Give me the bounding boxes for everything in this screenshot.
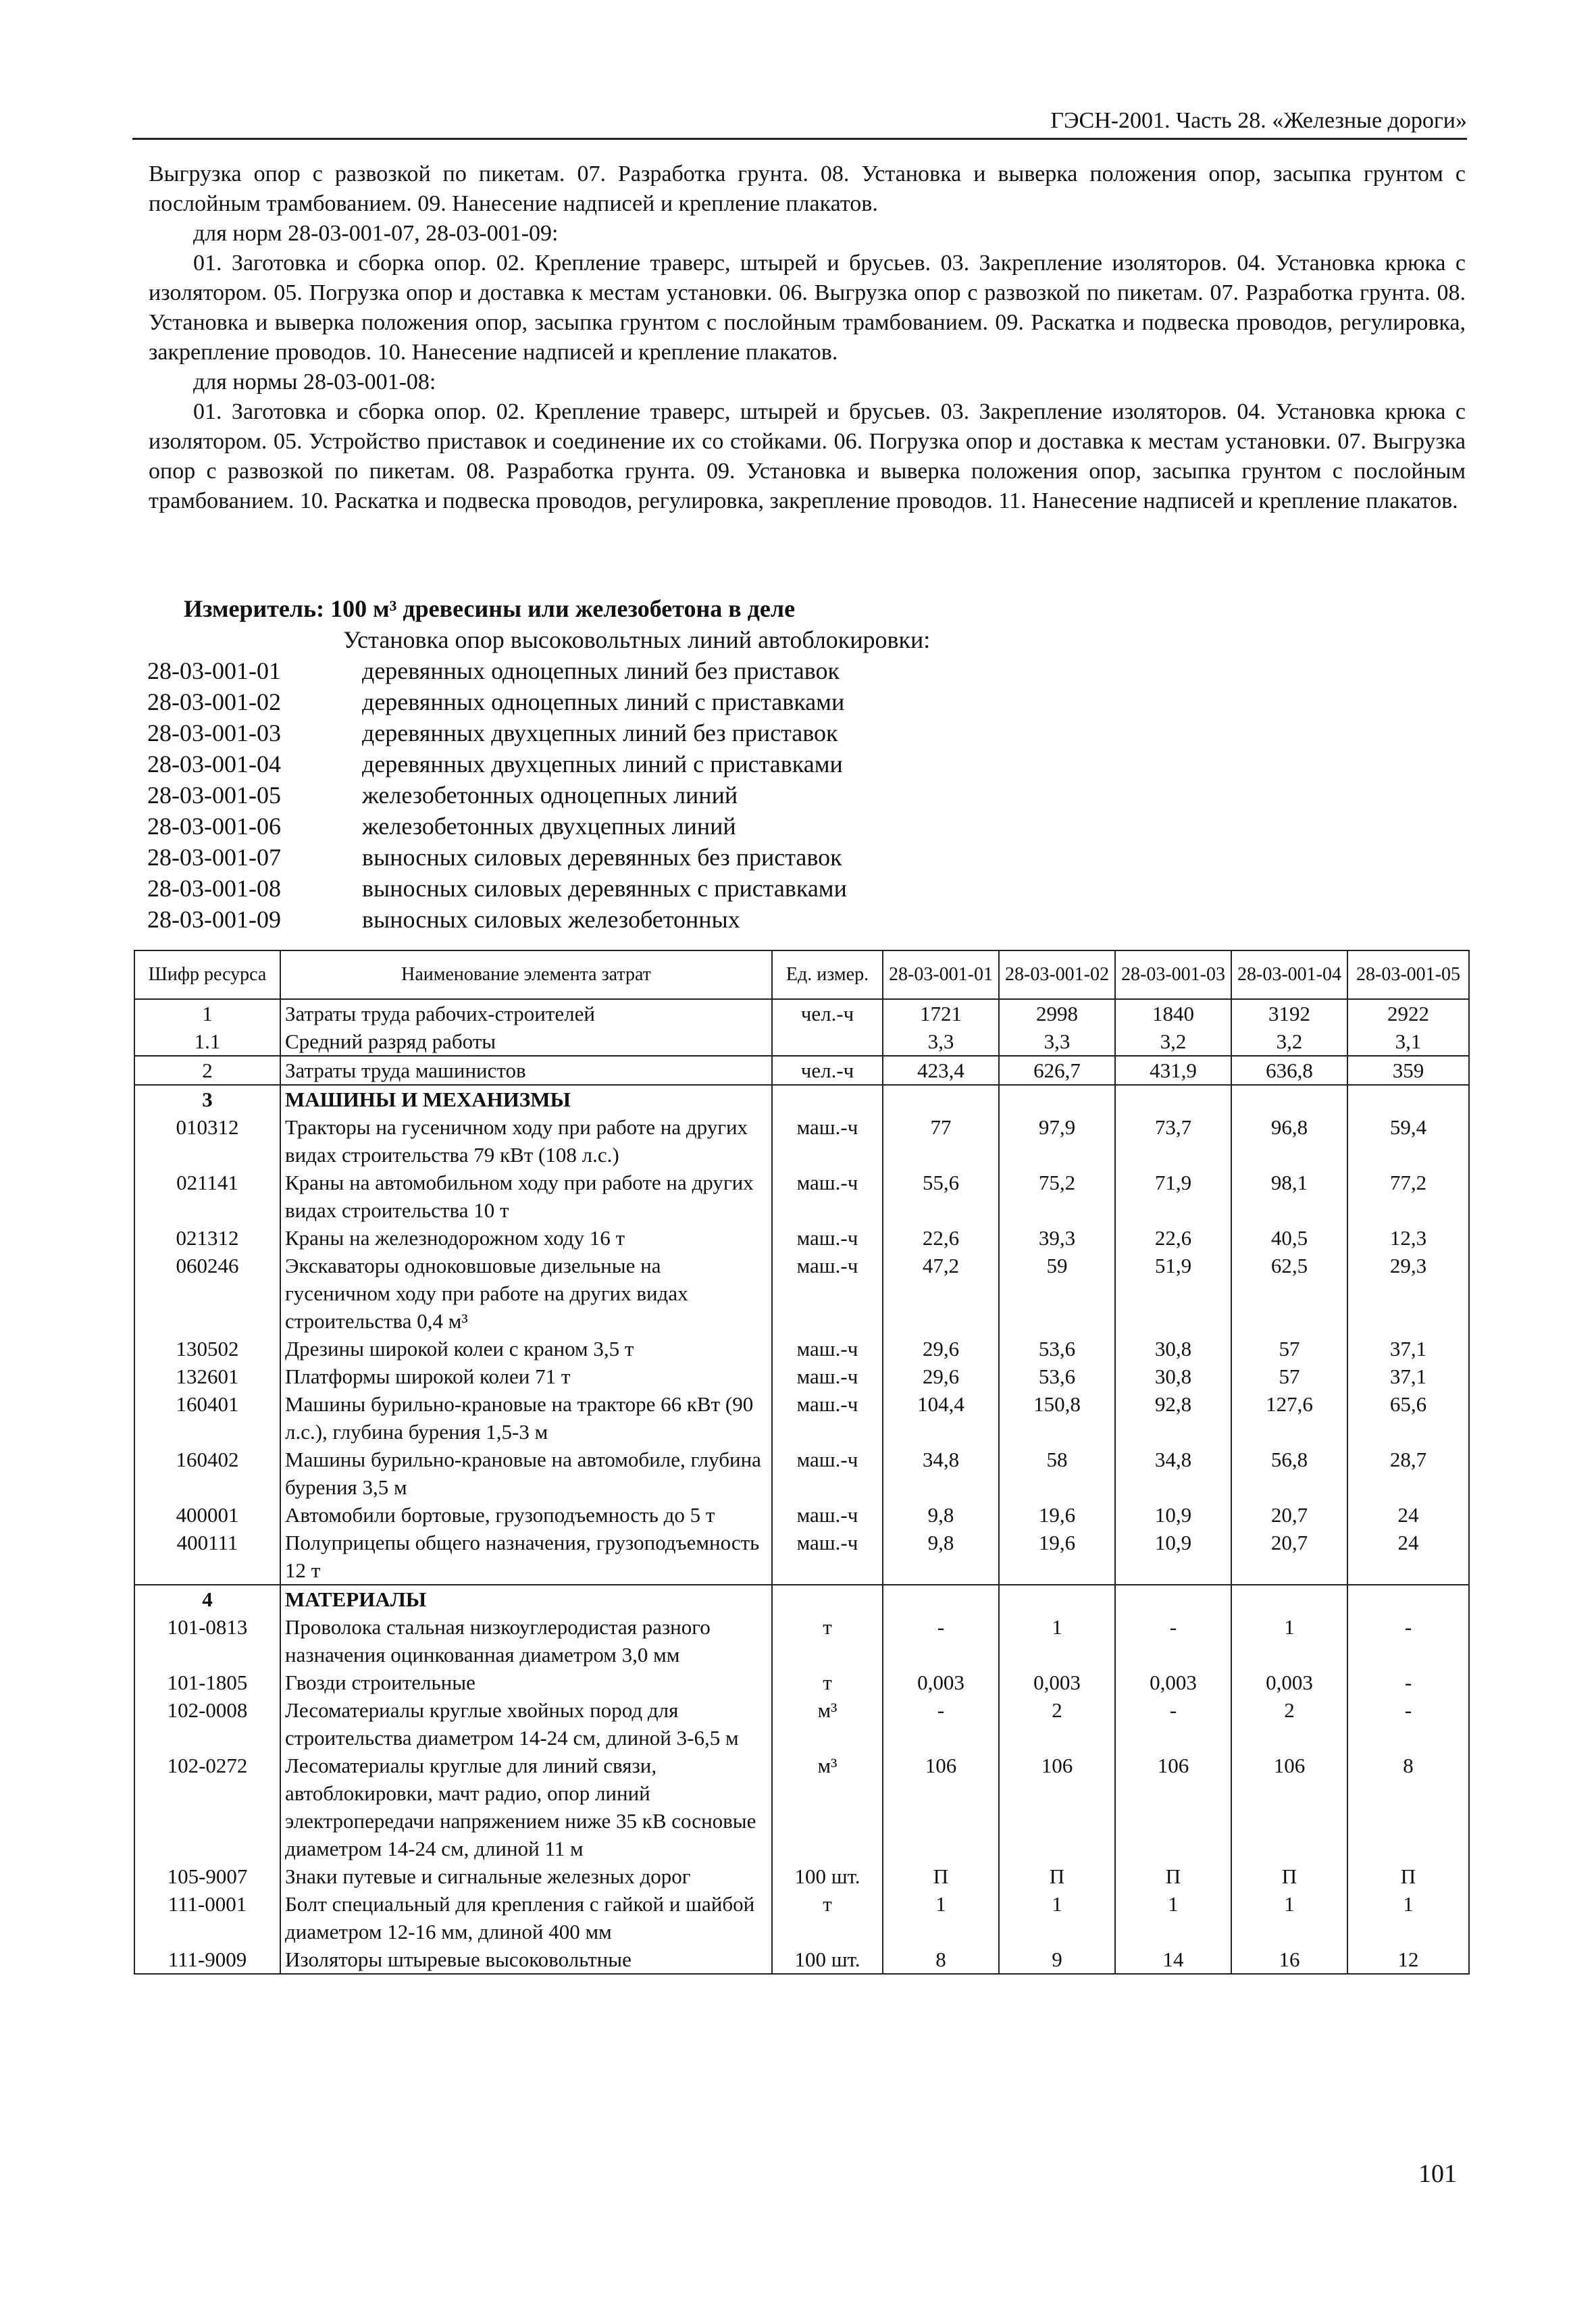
header-cell: Шифр ресурса <box>134 950 280 999</box>
table-row <box>134 1113 1469 1169</box>
resource-value: 97,9 <box>999 1113 1115 1169</box>
resource-value: - <box>1115 1696 1231 1752</box>
resource-value: 9 <box>999 1946 1115 1974</box>
norm-name: железобетонных двухцепных линий <box>362 813 736 840</box>
resource-value: 96,8 <box>1231 1113 1347 1169</box>
resource-value: 106 <box>999 1752 1115 1862</box>
measure-unit: Измеритель: 100 м³ древесины или железобетона в деле <box>184 595 796 622</box>
resource-value: 51,9 <box>1115 1252 1231 1335</box>
resource-name: Дрезины широкой колеи с краном 3,5 т <box>280 1335 772 1363</box>
resource-name: Машины бурильно-крановые на тракторе 66 кВт (90 л.с.), глубина бурения 1,5-3 м <box>280 1390 772 1446</box>
resource-value: 40,5 <box>1231 1224 1347 1252</box>
resource-value: 71,9 <box>1115 1169 1231 1224</box>
resource-value: П <box>1347 1862 1469 1890</box>
resource-value: 77 <box>883 1113 999 1169</box>
table-row <box>134 1224 1469 1252</box>
resource-code: 1 <box>134 999 280 1027</box>
intro-paragraph: 01. Заготовка и сборка опор. 02. Крепление траверс, штырей и брусьев. 03. Закрепление изоляторов. 04. Установка крюка с изолятором. 05. Погрузка опор и доставка к местам установки. 06. Выгрузка опор с развозкой по пикетам. 07. Разработка грунта. 08. Установка и выверка положения опор, засыпка грунтом с послойным трамбованием. 09. Раскатка и подвеска проводов, регулировка, закрепление проводов. 10. Нанесение надписей и крепление плакатов. <box>149 251 1466 365</box>
resource-value: 30,8 <box>1115 1335 1231 1363</box>
resource-name: Затраты труда машинистов <box>280 1056 772 1085</box>
resource-value <box>1347 1585 1469 1613</box>
resource-name: Средний разряд работы <box>280 1027 772 1056</box>
resource-value: 39,3 <box>999 1224 1115 1252</box>
resource-value: 57 <box>1231 1335 1347 1363</box>
resource-value: 57 <box>1231 1363 1347 1390</box>
resource-table <box>134 950 1470 1975</box>
resource-unit: маш.-ч <box>772 1252 883 1335</box>
resource-name: Автомобили бортовые, грузоподъемность до 5 т <box>280 1501 772 1529</box>
norm-code: 28-03-001-05 <box>147 782 281 809</box>
resource-value: 65,6 <box>1347 1390 1469 1446</box>
resource-code: 4 <box>134 1585 280 1613</box>
header-cell: 28-03-001-03 <box>1115 950 1231 999</box>
resource-value: 1721 <box>883 999 999 1027</box>
norm-code: 28-03-001-09 <box>147 906 281 933</box>
norm-name: деревянных двухцепных линий с приставками <box>362 751 843 778</box>
resource-value: 0,003 <box>1115 1669 1231 1696</box>
resource-value: 98,1 <box>1231 1169 1347 1224</box>
resource-value: 29,3 <box>1347 1252 1469 1335</box>
norm-item <box>147 873 847 904</box>
resource-unit: маш.-ч <box>772 1501 883 1529</box>
resource-name: Краны на железнодорожном ходу 16 т <box>280 1224 772 1252</box>
resource-value: 3,3 <box>883 1027 999 1056</box>
resource-value: 626,7 <box>999 1056 1115 1085</box>
resource-value: 92,8 <box>1115 1390 1231 1446</box>
resource-value <box>1231 1585 1347 1613</box>
resource-value: 56,8 <box>1231 1446 1347 1501</box>
resource-value <box>1115 1085 1231 1113</box>
resource-unit <box>772 1585 883 1613</box>
resource-value: 12 <box>1347 1946 1469 1974</box>
resource-value: 150,8 <box>999 1390 1115 1446</box>
resource-unit: 100 шт. <box>772 1946 883 1974</box>
resource-unit: маш.-ч <box>772 1335 883 1363</box>
resource-code: 021312 <box>134 1224 280 1252</box>
resource-value: 9,8 <box>883 1501 999 1529</box>
norm-code: 28-03-001-04 <box>147 751 281 778</box>
resource-value: 2 <box>999 1696 1115 1752</box>
resource-unit: чел.-ч <box>772 999 883 1027</box>
table-row <box>134 1085 1469 1113</box>
resource-value: П <box>1115 1862 1231 1890</box>
resource-value: 37,1 <box>1347 1335 1469 1363</box>
resource-value: 75,2 <box>999 1169 1115 1224</box>
resource-value: 77,2 <box>1347 1169 1469 1224</box>
norm-code: 28-03-001-08 <box>147 875 281 902</box>
resource-value: 20,7 <box>1231 1501 1347 1529</box>
header-cell: 28-03-001-02 <box>999 950 1115 999</box>
resource-value: 47,2 <box>883 1252 999 1335</box>
resource-value: 29,6 <box>883 1335 999 1363</box>
resource-code: 132601 <box>134 1363 280 1390</box>
resource-value: 16 <box>1231 1946 1347 1974</box>
resource-value <box>999 1585 1115 1613</box>
resource-value: 19,6 <box>999 1501 1115 1529</box>
resource-value: 59 <box>999 1252 1115 1335</box>
resource-name: Болт специальный для крепления с гайкой и шайбой диаметром 12-16 мм, длиной 400 мм <box>280 1890 772 1946</box>
resource-code: 010312 <box>134 1113 280 1169</box>
resource-code: 111-0001 <box>134 1890 280 1946</box>
norm-name: выносных силовых деревянных с приставками <box>362 875 847 902</box>
header-cell: Ед. измер. <box>772 950 883 999</box>
resource-code: 400001 <box>134 1501 280 1529</box>
intro-text <box>149 159 1466 516</box>
resource-value: 106 <box>1115 1752 1231 1862</box>
resource-value: 1840 <box>1115 999 1231 1027</box>
norm-code: 28-03-001-02 <box>147 688 281 715</box>
norm-name: выносных силовых железобетонных <box>362 906 740 933</box>
resource-value: 636,8 <box>1231 1056 1347 1085</box>
table-row <box>134 999 1469 1027</box>
resource-code: 102-0272 <box>134 1752 280 1862</box>
resource-value: - <box>883 1696 999 1752</box>
resource-value: 1 <box>1231 1613 1347 1669</box>
resource-value: - <box>1347 1696 1469 1752</box>
table-row <box>134 1501 1469 1529</box>
resource-value: 127,6 <box>1231 1390 1347 1446</box>
resource-value <box>1115 1585 1231 1613</box>
resource-value: 1 <box>999 1890 1115 1946</box>
table-row <box>134 1056 1469 1085</box>
resource-name: Тракторы на гусеничном ходу при работе на других видах строительства 79 кВт (108 л.с.) <box>280 1113 772 1169</box>
table-row <box>134 1890 1469 1946</box>
table-row <box>134 1669 1469 1696</box>
resource-unit <box>772 1085 883 1113</box>
table-row <box>134 1335 1469 1363</box>
resource-unit: маш.-ч <box>772 1224 883 1252</box>
resource-code: 105-9007 <box>134 1862 280 1890</box>
norm-code: 28-03-001-01 <box>147 657 281 684</box>
resource-code: 130502 <box>134 1335 280 1363</box>
norm-code: 28-03-001-07 <box>147 844 281 871</box>
resource-unit: т <box>772 1613 883 1669</box>
table-row <box>134 1027 1469 1056</box>
intro-paragraph: для норм 28-03-001-07, 28-03-001-09: <box>193 221 559 246</box>
resource-value: 8 <box>1347 1752 1469 1862</box>
resource-value: 431,9 <box>1115 1056 1231 1085</box>
resource-value <box>1231 1085 1347 1113</box>
resource-value: 9,8 <box>883 1529 999 1585</box>
resource-value: 29,6 <box>883 1363 999 1390</box>
resource-code: 102-0008 <box>134 1696 280 1752</box>
resource-value: - <box>1347 1669 1469 1696</box>
resource-value: - <box>883 1613 999 1669</box>
page-number: 101 <box>1418 2160 1457 2188</box>
resource-name: МАТЕРИАЛЫ <box>280 1585 772 1613</box>
norm-item <box>147 748 847 780</box>
table-row <box>134 1169 1469 1224</box>
resource-value: 59,4 <box>1347 1113 1469 1169</box>
resource-value: 28,7 <box>1347 1446 1469 1501</box>
resource-unit: т <box>772 1890 883 1946</box>
norm-item <box>147 717 847 748</box>
resource-value: 0,003 <box>883 1669 999 1696</box>
resource-value: 0,003 <box>1231 1669 1347 1696</box>
resource-unit: 100 шт. <box>772 1862 883 1890</box>
resource-value: П <box>883 1862 999 1890</box>
resource-name: Полуприцепы общего назначения, грузоподъемность 12 т <box>280 1529 772 1585</box>
resource-unit: м³ <box>772 1752 883 1862</box>
norm-item <box>147 811 847 842</box>
resource-unit: маш.-ч <box>772 1169 883 1224</box>
resource-value: 104,4 <box>883 1390 999 1446</box>
resource-code: 1.1 <box>134 1027 280 1056</box>
resource-value: 20,7 <box>1231 1529 1347 1585</box>
resource-name: МАШИНЫ И МЕХАНИЗМЫ <box>280 1085 772 1113</box>
resource-value: 53,6 <box>999 1363 1115 1390</box>
resource-value: 3,3 <box>999 1027 1115 1056</box>
resource-value <box>1347 1085 1469 1113</box>
resource-value: 73,7 <box>1115 1113 1231 1169</box>
resource-value: - <box>1115 1613 1231 1669</box>
norm-name: деревянных одноцепных линий без приставок <box>362 657 840 684</box>
resource-unit: чел.-ч <box>772 1056 883 1085</box>
resource-value <box>883 1085 999 1113</box>
resource-name: Лесоматериалы круглые хвойных пород для строительства диаметром 14-24 см, длиной 3-6,5 м <box>280 1696 772 1752</box>
resource-value: 34,8 <box>883 1446 999 1501</box>
resource-value: 1 <box>1231 1890 1347 1946</box>
resource-name: Изоляторы штыревые высоковольтные <box>280 1946 772 1974</box>
norm-item <box>147 780 847 811</box>
resource-value: 24 <box>1347 1529 1469 1585</box>
resource-unit: маш.-ч <box>772 1363 883 1390</box>
resource-value: 37,1 <box>1347 1363 1469 1390</box>
table-row <box>134 1363 1469 1390</box>
resource-value: - <box>1347 1613 1469 1669</box>
resource-value: 53,6 <box>999 1335 1115 1363</box>
resource-value: 2922 <box>1347 999 1469 1027</box>
resource-value: 62,5 <box>1231 1252 1347 1335</box>
resource-value: П <box>1231 1862 1347 1890</box>
resource-unit: т <box>772 1669 883 1696</box>
table-row <box>134 1613 1469 1669</box>
table-row <box>134 1752 1469 1862</box>
section-title: Установка опор высоковольтных линий автоблокировки: <box>343 626 931 653</box>
table-row <box>134 1390 1469 1446</box>
resource-value: 2998 <box>999 999 1115 1027</box>
resource-value: 34,8 <box>1115 1446 1231 1501</box>
resource-value <box>883 1585 999 1613</box>
resource-value: 22,6 <box>883 1224 999 1252</box>
table-header-row <box>134 950 1469 999</box>
resource-value: 55,6 <box>883 1169 999 1224</box>
resource-value: 19,6 <box>999 1529 1115 1585</box>
header-title: ГЭСН-2001. Часть 28. «Железные дороги» <box>1050 108 1467 133</box>
resource-value: 24 <box>1347 1501 1469 1529</box>
resource-value: 10,9 <box>1115 1529 1231 1585</box>
resource-value: 2 <box>1231 1696 1347 1752</box>
resource-name: Затраты труда рабочих-строителей <box>280 999 772 1027</box>
resource-code: 160401 <box>134 1390 280 1446</box>
resource-code: 2 <box>134 1056 280 1085</box>
resource-unit: маш.-ч <box>772 1529 883 1585</box>
norm-item <box>147 904 847 935</box>
resource-unit: маш.-ч <box>772 1113 883 1169</box>
norm-name: деревянных двухцепных линий без приставок <box>362 719 838 746</box>
resource-code: 101-1805 <box>134 1669 280 1696</box>
resource-code: 160402 <box>134 1446 280 1501</box>
norm-name: выносных силовых деревянных без приставок <box>362 844 842 871</box>
header-cell: Наименование элемента затрат <box>280 950 772 999</box>
resource-code: 060246 <box>134 1252 280 1335</box>
resource-value: 1 <box>999 1613 1115 1669</box>
resource-value: 1 <box>1115 1890 1231 1946</box>
header-cell: 28-03-001-05 <box>1347 950 1469 999</box>
norm-name: железобетонных одноцепных линий <box>362 782 738 809</box>
resource-unit <box>772 1027 883 1056</box>
norm-name: деревянных одноцепных линий с приставками <box>362 688 845 715</box>
intro-paragraph: для нормы 28-03-001-08: <box>193 370 436 395</box>
resource-value: 30,8 <box>1115 1363 1231 1390</box>
resource-value: 58 <box>999 1446 1115 1501</box>
resource-value: 8 <box>883 1946 999 1974</box>
table-row <box>134 1529 1469 1585</box>
resource-value: 1 <box>883 1890 999 1946</box>
resource-value: 1 <box>1347 1890 1469 1946</box>
intro-paragraph: 01. Заготовка и сборка опор. 02. Крепление траверс, штырей и брусьев. 03. Закрепление изоляторов. 04. Установка крюка с изолятором. 05. Устройство приставок и соединение их со стойками. 06. Погрузка опор и доставка к местам установки. 07. Выгрузка опор с развозкой по пикетам. 08. Разработка грунта. 09. Установка и выверка положения опор, засыпка грунтом с послойным трамбованием. 10. Раскатка и подвеска проводов, регулировка, закрепление проводов. 11. Нанесение надписей и крепление плакатов. <box>149 399 1466 513</box>
table-row <box>134 1585 1469 1613</box>
resource-name: Платформы широкой колеи 71 т <box>280 1363 772 1390</box>
resource-value: 12,3 <box>1347 1224 1469 1252</box>
resource-code: 3 <box>134 1085 280 1113</box>
resource-value: 3192 <box>1231 999 1347 1027</box>
resource-value: 0,003 <box>999 1669 1115 1696</box>
table-row <box>134 1696 1469 1752</box>
resource-unit: маш.-ч <box>772 1390 883 1446</box>
norm-item <box>147 842 847 873</box>
resource-code: 101-0813 <box>134 1613 280 1669</box>
table-row <box>134 1946 1469 1974</box>
resource-name: Краны на автомобильном ходу при работе на других видах строительства 10 т <box>280 1169 772 1224</box>
resource-value: 3,2 <box>1231 1027 1347 1056</box>
resource-name: Гвозди строительные <box>280 1669 772 1696</box>
resource-name: Знаки путевые и сигнальные железных дорог <box>280 1862 772 1890</box>
resource-value: 14 <box>1115 1946 1231 1974</box>
resource-value: 3,2 <box>1115 1027 1231 1056</box>
intro-paragraph: Выгрузка опор с развозкой по пикетам. 07. Разработка грунта. 08. Установка и выверка положения опор, засыпка грунтом с послойным трамбованием. 09. Нанесение надписей и крепление плакатов. <box>149 161 1466 216</box>
resource-value: 3,1 <box>1347 1027 1469 1056</box>
norm-item <box>147 655 847 686</box>
resource-value: 22,6 <box>1115 1224 1231 1252</box>
resource-code: 021141 <box>134 1169 280 1224</box>
norm-code: 28-03-001-03 <box>147 719 281 746</box>
resource-unit: м³ <box>772 1696 883 1752</box>
resource-code: 400111 <box>134 1529 280 1585</box>
resource-value: П <box>999 1862 1115 1890</box>
resource-name: Лесоматериалы круглые для линий связи, автоблокировки, мачт радио, опор линий электропередачи напряжением ниже 35 кВ сосновые диаметром 14-24 см, длиной 11 м <box>280 1752 772 1862</box>
table-row <box>134 1252 1469 1335</box>
resource-name: Машины бурильно-крановые на автомобиле, глубина бурения 3,5 м <box>280 1446 772 1501</box>
norm-list <box>147 655 847 935</box>
resource-value: 106 <box>1231 1752 1347 1862</box>
header-cell: 28-03-001-04 <box>1231 950 1347 999</box>
header-cell: 28-03-001-01 <box>883 950 999 999</box>
page-header <box>132 108 1467 140</box>
resource-unit: маш.-ч <box>772 1446 883 1501</box>
resource-name: Проволока стальная низкоуглеродистая разного назначения оцинкованная диаметром 3,0 мм <box>280 1613 772 1669</box>
resource-value <box>999 1085 1115 1113</box>
resource-value: 359 <box>1347 1056 1469 1085</box>
table-row <box>134 1862 1469 1890</box>
norm-code: 28-03-001-06 <box>147 813 281 840</box>
resource-code: 111-9009 <box>134 1946 280 1974</box>
norm-item <box>147 686 847 717</box>
resource-name: Экскаваторы одноковшовые дизельные на гусеничном ходу при работе на других видах строительства 0,4 м³ <box>280 1252 772 1335</box>
resource-value: 423,4 <box>883 1056 999 1085</box>
resource-value: 10,9 <box>1115 1501 1231 1529</box>
resource-value: 106 <box>883 1752 999 1862</box>
table-row <box>134 1446 1469 1501</box>
